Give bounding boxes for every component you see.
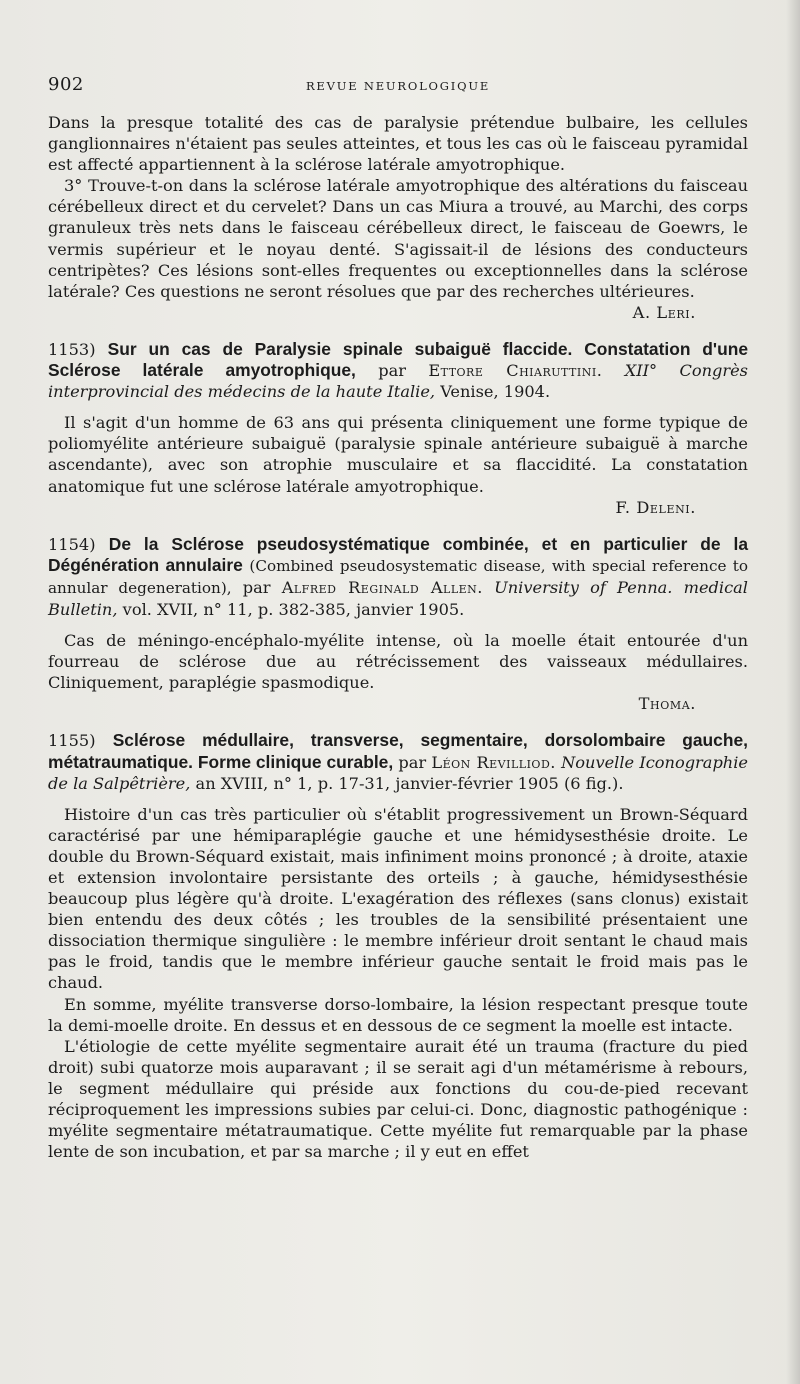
- entry-title: Sclérose médullaire, transverse, segmentaire, dorsolombaire gauche, métatraumatique. Forme clinique curable,: [48, 730, 748, 772]
- entry-signature: Thoma.: [638, 694, 696, 714]
- intro-paragraph-1: Dans la presque totalité des cas de paralysie prétendue bulbaire, les cellules ganglionnaires n'étaient pas seules atteintes, et tous les cas où le faisceau pyramidal est affecté appartiennent à la sclérose latérale amyotrophique.: [48, 113, 748, 175]
- entry-subtitle: (Combined pseudosystematic disease, with special reference to annular degeneration),: [48, 556, 748, 597]
- page-content: [48, 112, 748, 1162]
- running-title: REVUE NEUROLOGIQUE: [305, 79, 491, 93]
- entry-author: Ettore Chiaruttini.: [428, 361, 603, 381]
- entry-author: Léon Revilliod.: [431, 752, 556, 772]
- page-header: [48, 74, 748, 98]
- entry-title: De la Sclérose pseudosystématique combinée, et en particulier de la Dégénération annulaire: [48, 533, 748, 575]
- entry-author: Alfred Reginald Allen.: [281, 577, 483, 597]
- entry-heading: [48, 534, 748, 620]
- entry-by: par: [242, 577, 271, 597]
- entry-by: par: [398, 752, 427, 772]
- entry-number: 1154): [48, 534, 96, 554]
- entry-paragraph: Il s'agit d'un homme de 63 ans qui présenta cliniquement une forme typique de poliomyélite antérieure subaiguë (paralysie spinale antérieure subaiguë à marche ascendante), avec son atrophie musculaire et sa flaccidité. La constatation anatomique fut une sclérose latérale amyotrophique.: [48, 413, 748, 496]
- abstract-entry-1153: [48, 339, 748, 518]
- entry-body: [48, 804, 748, 1163]
- entry-title: Sur un cas de Paralysie spinale subaiguë flaccide. Constatation d'une Sclérose latérale amyotrophique,: [48, 338, 748, 381]
- entry-paragraph: Histoire d'un cas très particulier où s'établit progressivement un Brown-Séquard caractérisé par une hémiparaplégie gauche et une hémidysesthésie droite. Le double du Brown-Séquard existait, mais infiniment moins prononcé ; à droite, ataxie et extension involontaire persistante des orteils ; à gauche, hémidysesthésie beaucoup plus légère qu'à droite. L'exagération des réflexes (sans clonus) existait bien entendu des deux côtés ; les troubles de la sensibilité présentaient une dissociation thermique singulière : le membre inférieur droit sentant le chaud mais pas le froid, tandis que le membre inférieur gauche sentait le froid mais pas le chaud.: [48, 804, 748, 993]
- entry-paragraph: En somme, myélite transverse dorso-lombaire, la lésion respectant presque toute la demi-moelle droite. En dessus et en dessous de ce segment la moelle est intacte.: [48, 994, 748, 1035]
- entry-body: [48, 630, 748, 693]
- entry-source-details: vol. XVII, n° 11, p. 382-385, janvier 1905.: [122, 599, 465, 619]
- entry-heading: [48, 730, 748, 793]
- abstract-entry-1155: [48, 730, 748, 1162]
- page-number: 902: [48, 74, 84, 95]
- entry-number: 1153): [48, 339, 96, 359]
- abstract-entry-1154: [48, 534, 748, 715]
- entry-body: [48, 412, 748, 496]
- entry-source-journal: XII° Congrès interprovincial des médecins de la haute Italie,: [48, 361, 748, 402]
- entry-paragraph: L'étiologie de cette myélite segmentaire aurait été un trauma (fracture du pied droit) subi quatorze mois auparavant ; il se serait agi d'un métamérisme à rebours, le segment médullaire qui préside aux fonctions du cou-de-pied recevant réciproquement les impressions subies par celui-ci. Donc, diagnostic pathogénique : myélite segmentaire métatraumatique. Cette myélite fut remarquable par la phase lente de son incubation, et par sa marche ; il y eut en effet: [48, 1036, 748, 1162]
- entry-source-details: an XVIII, n° 1, p. 17-31, janvier-février 1905 (6 fig.).: [195, 773, 624, 793]
- intro-signature: A. Leri.: [632, 302, 696, 322]
- entry-source-details: Venise, 1904.: [440, 382, 551, 402]
- intro-paragraph-2: 3° Trouve-t-on dans la sclérose latérale amyotrophique des altérations du faisceau cérébelleux direct et du cervelet? Dans un cas Miura a trouvé, au Marchi, des corps granuleux très nets dans le faisceau cérébelleux direct, le faisceau de Goewrs, le vermis supérieur et le noyau denté. S'agissait-il de lésions des conducteurs centripètes? Ces lésions sont-elles frequentes ou exceptionnelles dans la sclérose latérale? Ces questions ne seront résolues que par des recherches ultérieures.: [48, 176, 748, 301]
- entry-number: 1155): [48, 731, 96, 751]
- entry-signature: F. Deleni.: [615, 497, 696, 517]
- entry-paragraph: Cas de méningo-encéphalo-myélite intense, où la moelle était entourée d'un fourreau de sclérose due au rétrécissement des vaisseaux médullaires. Cliniquement, paraplégie spasmodique.: [48, 631, 748, 693]
- page-edge-shadow: [786, 0, 800, 1384]
- entry-heading: [48, 339, 748, 402]
- entry-by: par: [378, 361, 406, 381]
- entry-source-journal: Nouvelle Iconographie de la Salpêtrière,: [48, 752, 748, 793]
- entry-source-journal: University of Penna. medical Bulletin,: [48, 577, 748, 619]
